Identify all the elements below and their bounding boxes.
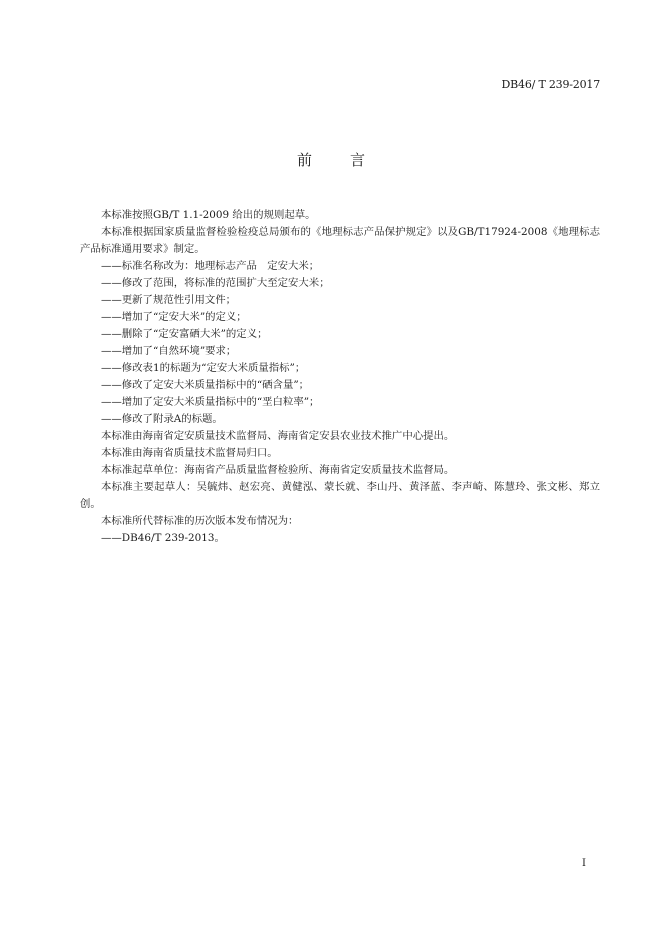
paragraph-basis: 本标准根据国家质量监督检验检疫总局颁布的《地理标志产品保护规定》以及GB/T17924-2008《地理标志产品标准通用要求》制定。 [80, 226, 600, 255]
change-item: ——修改表1的标题为“定安大米质量指标”； [101, 362, 306, 374]
paragraph-drafters: 本标准主要起草人：吴毓炜、赵宏亮、黄健泓、蒙长就、李山丹、黄泽蓝、李声崎、陈慧玲、张文彬、郑立创。 [80, 481, 600, 510]
paragraph-drafting-units: 本标准起草单位：海南省产品质量监督检验所、海南省定安质量技术监督局。 [101, 464, 455, 476]
page-title: 前言 [296, 151, 403, 169]
change-item: ——修改了范围，将标准的范围扩大至定安大米； [101, 277, 330, 289]
change-item: ——增加了“定安大米”的定义； [101, 311, 247, 323]
paragraph-proposer: 本标准由海南省定安质量技术监督局、海南省定安县农业技术推广中心提出。 [101, 430, 455, 442]
change-item: ——增加了“自然环境”要求； [101, 345, 237, 357]
change-item: ——标准名称改为：地理标志产品 定安大米； [101, 260, 320, 272]
change-item: ——修改了附录A的标题。 [101, 413, 223, 425]
standard-code: DB46/ T 239-2017 [501, 78, 600, 91]
change-item: ——删除了“定安富硒大米”的定义； [101, 328, 268, 340]
previous-edition-item: ——DB46/T 239-2013。 [101, 532, 225, 544]
page-number: I [582, 858, 586, 869]
paragraph-drafting-rules: 本标准按照GB/T 1.1-2009 给出的规则起草。 [101, 209, 316, 221]
change-item: ——更新了规范性引用文件； [101, 294, 237, 306]
foreword-body [80, 207, 600, 547]
change-item: ——修改了定安大米质量指标中的“硒含量”； [101, 379, 310, 391]
paragraph-previous-editions: 本标准所代替标准的历次版本发布情况为： [101, 515, 299, 527]
change-item: ——增加了定安大米质量指标中的“垩白粒率”； [101, 396, 320, 408]
paragraph-authority: 本标准由海南省质量技术监督局归口。 [101, 447, 278, 459]
